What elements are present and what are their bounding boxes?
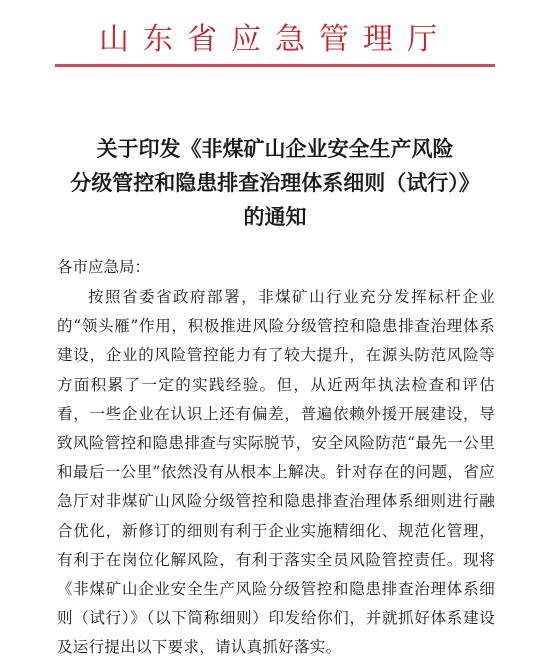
document-title	[0, 132, 550, 234]
title-line-2: 分级管控和隐患排查治理体系细则（试行）》	[70, 171, 480, 195]
body-paragraph: 按照省委省政府部署，非煤矿山行业充分发挥标杆企业的“领头雁”作用，积极推进风险分级管控和隐患排查治理体系建设，企业的风险管控能力有了较大提升，在源头防范风险等方面积累了一定的实践经验。但，从近两年执法检查和评估看，一些企业在认识上还有偏差，普遍依赖外援开展建设，导致风险管控和隐患排查与实际脱节，安全风险防范“最先一公里和最后一公里”依然没有从根本上解决。针对存在的问题，省应急厅对非煤矿山风险分级管控和隐患排查治理体系细则进行融合优化，新修订的细则有利于企业实施精细化、规范化管理，有利于在岗位化解风险，有利于落实全员风险管控责任。现将《非煤矿山企业安全生产风险分级管控和隐患排查治理体系细则（试行）》（以下简称细则）印发给你们，并就抓好体系建设及运行提出以下要求，请认真抓好落实。	[57, 288, 495, 657]
salutation: 各市应急局：	[57, 258, 151, 276]
issuing-organization: 山东省应急管理厅	[99, 22, 451, 57]
title-line-3: 的通知	[243, 205, 307, 229]
title-line-1: 关于印发《非煤矿山企业安全生产风险	[96, 137, 454, 161]
letterhead-red-rule	[55, 64, 495, 67]
letterhead	[0, 0, 550, 66]
cut-off-next-line	[57, 656, 377, 666]
